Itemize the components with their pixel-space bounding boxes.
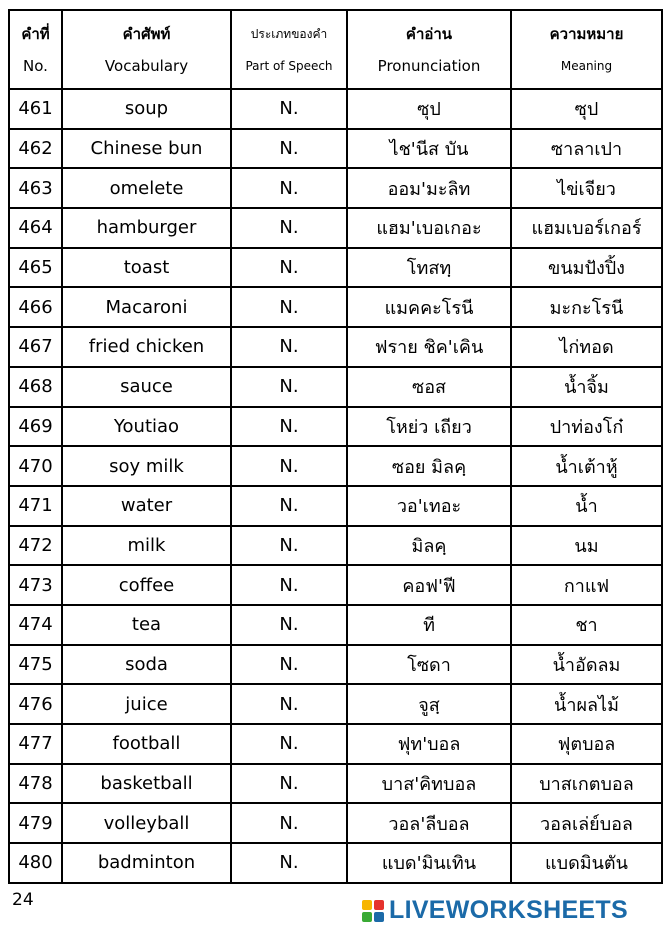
meaning: แบดมินตัน (511, 843, 662, 883)
header-meaning-th: ความหมาย (549, 24, 624, 43)
table-row (9, 287, 662, 327)
word-number: 478 (9, 764, 62, 804)
vocabulary-word: milk (62, 526, 231, 566)
table-row (9, 248, 662, 288)
pronunciation: แฮม'เบอเกอะ (347, 208, 511, 248)
pronunciation: ซอส (347, 367, 511, 407)
header-pos-en: Part of Speech (245, 58, 333, 73)
meaning: ไข่เจียว (511, 168, 662, 208)
vocabulary-word: Chinese bun (62, 129, 231, 169)
pronunciation: แมคคะโรนี (347, 287, 511, 327)
header-pos-th: ประเภทของคำ (250, 26, 328, 41)
word-number: 474 (9, 605, 62, 645)
part-of-speech: N. (231, 486, 347, 526)
meaning: บาสเกตบอล (511, 764, 662, 804)
vocabulary-word: basketball (62, 764, 231, 804)
part-of-speech: N. (231, 287, 347, 327)
vocabulary-word: juice (62, 684, 231, 724)
meaning: มะกะโรนี (511, 287, 662, 327)
header-meaning (511, 10, 662, 89)
meaning: แฮมเบอร์เกอร์ (511, 208, 662, 248)
part-of-speech: N. (231, 248, 347, 288)
part-of-speech: N. (231, 168, 347, 208)
vocabulary-word: toast (62, 248, 231, 288)
pronunciation: โซดา (347, 645, 511, 685)
pronunciation: ฟราย ชิค'เคิน (347, 327, 511, 367)
meaning: น้ำผลไม้ (511, 684, 662, 724)
part-of-speech: N. (231, 446, 347, 486)
meaning: ฟุตบอล (511, 724, 662, 764)
vocabulary-word: hamburger (62, 208, 231, 248)
table-row (9, 843, 662, 883)
part-of-speech: N. (231, 684, 347, 724)
logo-square-4 (374, 912, 384, 922)
vocabulary-word: fried chicken (62, 327, 231, 367)
vocabulary-word: Macaroni (62, 287, 231, 327)
header-no (9, 10, 62, 89)
brand-name: LIVEWORKSHEETS (389, 896, 628, 924)
part-of-speech: N. (231, 367, 347, 407)
vocabulary-word: badminton (62, 843, 231, 883)
part-of-speech: N. (231, 129, 347, 169)
logo-square-1 (362, 900, 372, 910)
pronunciation: โหย่ว เถียว (347, 407, 511, 447)
meaning: วอลเล่ย์บอล (511, 803, 662, 843)
table-row (9, 764, 662, 804)
pronunciation: วอ'เทอะ (347, 486, 511, 526)
meaning: น้ำเต้าหู้ (511, 446, 662, 486)
header-meaning-en: Meaning (560, 58, 613, 73)
vocabulary-word: soup (62, 89, 231, 129)
meaning: น้ำอัดลม (511, 645, 662, 685)
pronunciation: ซอย มิลคฺ (347, 446, 511, 486)
vocabulary-word: soy milk (62, 446, 231, 486)
header-pron-en: Pronunciation (377, 56, 481, 75)
logo-square-3 (362, 912, 372, 922)
word-number: 473 (9, 565, 62, 605)
part-of-speech: N. (231, 724, 347, 764)
pronunciation: ออม'มะลิท (347, 168, 511, 208)
table-row (9, 446, 662, 486)
word-number: 472 (9, 526, 62, 566)
pronunciation: ที (347, 605, 511, 645)
meaning: กาแฟ (511, 565, 662, 605)
vocabulary-word: Youtiao (62, 407, 231, 447)
word-number: 465 (9, 248, 62, 288)
part-of-speech: N. (231, 605, 347, 645)
meaning: ขนมปังปิ้ง (511, 248, 662, 288)
vocabulary-word: sauce (62, 367, 231, 407)
vocabulary-table (8, 9, 663, 884)
word-number: 476 (9, 684, 62, 724)
meaning: ไก่ทอด (511, 327, 662, 367)
table-row (9, 367, 662, 407)
word-number: 467 (9, 327, 62, 367)
pronunciation: บาส'คิทบอล (347, 764, 511, 804)
logo-square-2 (374, 900, 384, 910)
vocabulary-word: coffee (62, 565, 231, 605)
part-of-speech: N. (231, 89, 347, 129)
part-of-speech: N. (231, 526, 347, 566)
word-number: 466 (9, 287, 62, 327)
vocabulary-word: football (62, 724, 231, 764)
header-vocab-th: คำศัพท์ (122, 24, 171, 43)
word-number: 480 (9, 843, 62, 883)
table-row (9, 129, 662, 169)
vocabulary-word: tea (62, 605, 231, 645)
part-of-speech: N. (231, 645, 347, 685)
table-body (9, 89, 662, 883)
vocabulary-word: soda (62, 645, 231, 685)
meaning: ปาท่องโก๋ (511, 407, 662, 447)
vocabulary-word: water (62, 486, 231, 526)
pronunciation: จูสฺ (347, 684, 511, 724)
meaning: น้ำ (511, 486, 662, 526)
table-row (9, 407, 662, 447)
table-row (9, 803, 662, 843)
table-row (9, 168, 662, 208)
part-of-speech: N. (231, 843, 347, 883)
word-number: 477 (9, 724, 62, 764)
table-header-row (9, 10, 662, 89)
header-pron-th: คำอ่าน (405, 24, 453, 43)
pronunciation: โทสทฺ (347, 248, 511, 288)
table-row (9, 605, 662, 645)
page-number: 24 (12, 890, 34, 910)
meaning: ชา (511, 605, 662, 645)
pronunciation: ซุป (347, 89, 511, 129)
table-row (9, 486, 662, 526)
table-row (9, 89, 662, 129)
header-no-en: No. (23, 56, 48, 75)
word-number: 469 (9, 407, 62, 447)
part-of-speech: N. (231, 803, 347, 843)
word-number: 463 (9, 168, 62, 208)
header-no-th: คำที่ (21, 24, 50, 43)
pronunciation: คอฟ'ฟี (347, 565, 511, 605)
header-vocab-en: Vocabulary (104, 56, 189, 75)
vocabulary-word: volleyball (62, 803, 231, 843)
brand-logo (362, 896, 628, 925)
table-row (9, 208, 662, 248)
table-row (9, 724, 662, 764)
part-of-speech: N. (231, 407, 347, 447)
word-number: 462 (9, 129, 62, 169)
word-number: 471 (9, 486, 62, 526)
word-number: 475 (9, 645, 62, 685)
table-row (9, 645, 662, 685)
table-row (9, 565, 662, 605)
word-number: 479 (9, 803, 62, 843)
table-row (9, 684, 662, 724)
part-of-speech: N. (231, 327, 347, 367)
word-number: 468 (9, 367, 62, 407)
liveworksheets-logo-icon (362, 900, 384, 922)
header-pronunciation (347, 10, 511, 89)
meaning: นม (511, 526, 662, 566)
pronunciation: ฟุท'บอล (347, 724, 511, 764)
table-row (9, 526, 662, 566)
header-vocabulary (62, 10, 231, 89)
meaning: น้ำจิ้ม (511, 367, 662, 407)
part-of-speech: N. (231, 565, 347, 605)
pronunciation: แบด'มินเทิน (347, 843, 511, 883)
meaning: ซาลาเปา (511, 129, 662, 169)
word-number: 461 (9, 89, 62, 129)
pronunciation: ไช'นีส บัน (347, 129, 511, 169)
part-of-speech: N. (231, 764, 347, 804)
pronunciation: มิลคฺ (347, 526, 511, 566)
header-part-of-speech (231, 10, 347, 89)
word-number: 464 (9, 208, 62, 248)
meaning: ซุป (511, 89, 662, 129)
part-of-speech: N. (231, 208, 347, 248)
table-row (9, 327, 662, 367)
word-number: 470 (9, 446, 62, 486)
vocabulary-word: omelete (62, 168, 231, 208)
pronunciation: วอล'ลีบอล (347, 803, 511, 843)
